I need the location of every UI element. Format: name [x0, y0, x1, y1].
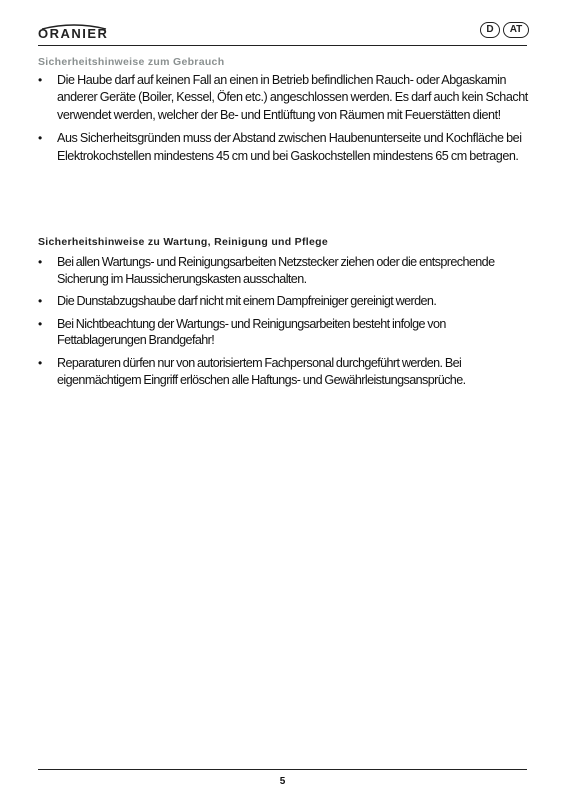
- section-title-usage: Sicherheitshinweise zum Gebrauch: [38, 56, 225, 68]
- list-item-text: Die Haube darf auf keinen Fall an einen in Betrieb befindlichen Rauch- oder Abgaskamin anderer Geräte (Boiler, Kessel, Öfen etc.) angeschlossen werden. Es darf auch kein Schacht verwendet werden, welcher der Be- und Entlüftung von Räumen mit Feuerstätten dient!: [57, 73, 528, 122]
- language-badges: [480, 22, 529, 38]
- list-item-text: Aus Sicherheitsgründen muss der Abstand zwischen Haubenunterseite und Kochfläche bei Elektrokochstellen mindestens 45 cm und bei Gaskochstellen mindestens 65 cm betragen.: [57, 131, 522, 163]
- bullet-icon: •: [38, 355, 42, 370]
- bullet-icon: •: [38, 294, 42, 309]
- list-item: [38, 72, 530, 124]
- bullet-icon: •: [38, 316, 42, 331]
- bullet-icon: •: [38, 255, 42, 269]
- maintenance-safety-list: [38, 254, 530, 394]
- bullet-icon: •: [38, 73, 42, 87]
- list-item: [38, 130, 530, 165]
- list-item: [38, 293, 530, 310]
- brand-logo: ORANIER: [38, 26, 109, 41]
- section-title-maintenance: Sicherheitshinweise zu Wartung, Reinigung und Pflege: [38, 236, 328, 248]
- language-badge-d: D: [480, 22, 500, 38]
- page-number: 5: [279, 776, 286, 787]
- bullet-icon: •: [38, 131, 42, 146]
- list-item-text: Bei Nichtbeachtung der Wartungs- und Reinigungsarbeiten besteht infolge von Fettablagerungen Brandgefahr!: [57, 316, 446, 348]
- list-item: [38, 254, 530, 287]
- list-item-text: Die Dunstabzugshaube darf nicht mit einem Dampfreiniger gereinigt werden.: [57, 294, 437, 309]
- header-divider: [38, 45, 527, 46]
- usage-safety-list: [38, 72, 530, 171]
- list-item-text: Reparaturen dürfen nur von autorisiertem Fachpersonal durchgeführt werden. Bei eigenmächtigem Eingriff erlöschen alle Haftungs- und Gewährleistungsansprüche.: [57, 355, 466, 387]
- footer-divider: [38, 769, 527, 770]
- list-item-text: Bei allen Wartungs- und Reinigungsarbeiten Netzstecker ziehen oder die entsprechende Sicherung im Haussicherungskasten ausschalten.: [57, 255, 495, 286]
- language-badge-at: AT: [503, 22, 529, 38]
- list-item: [38, 316, 530, 349]
- list-item: [38, 355, 530, 388]
